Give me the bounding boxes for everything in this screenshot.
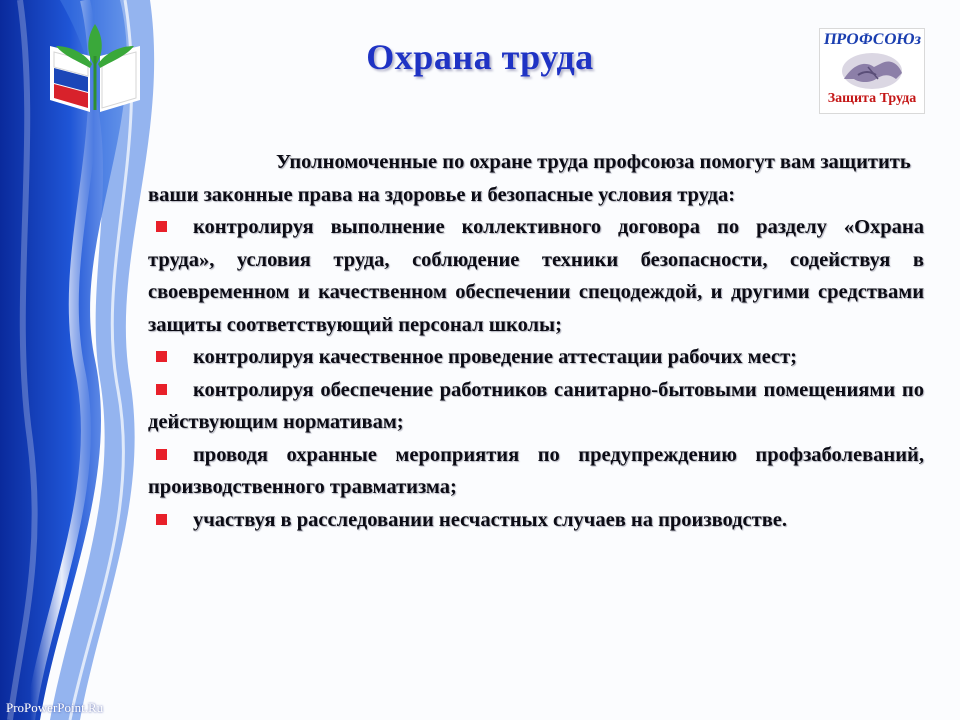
union-book-leaf-logo xyxy=(40,16,150,116)
list-item-text: контролируя выполнение коллективного договора по разделу «Охрана труда», условия труда, соблюдение техники безопасности, содействуя в своевременном и качественном обеспечении спецодеждой, и другими средствами защиты соответствующий персонал школы; xyxy=(148,216,924,336)
list-item xyxy=(148,341,924,374)
trade-union-badge xyxy=(819,28,925,114)
slide-body xyxy=(148,146,924,536)
square-bullet-icon xyxy=(156,449,167,460)
square-bullet-icon xyxy=(156,384,167,395)
list-item-text: проводя охранные мероприятия по предупреждению профзаболеваний, производственного травматизма; xyxy=(148,443,924,498)
list-item xyxy=(148,374,924,439)
slide-title: Охрана труда xyxy=(366,37,594,77)
list-item xyxy=(148,211,924,341)
badge-top-text: ПРОФСОЮз xyxy=(822,31,923,48)
list-item-text: контролируя обеспечение работников санитарно-бытовыми помещениями по действующим нормативам; xyxy=(148,378,924,433)
list-item xyxy=(148,504,924,537)
intro-paragraph xyxy=(148,146,924,211)
intro-text: Уполномоченные по охране труда профсоюза помогут вам защитить ваши законные права на здоровье и безопасные условия труда: xyxy=(148,151,911,206)
list-item-text: контролируя качественное проведение аттестации рабочих мест; xyxy=(193,346,797,368)
badge-bottom-text: Защита Труда xyxy=(827,91,917,106)
handshake-icon xyxy=(838,49,906,93)
list-item-text: участвуя в расследовании несчастных случаев на производстве. xyxy=(193,508,788,531)
square-bullet-icon xyxy=(156,221,167,232)
square-bullet-icon xyxy=(156,351,167,362)
watermark: ProPowerPoint.Ru xyxy=(6,700,104,715)
list-item xyxy=(148,439,924,504)
square-bullet-icon xyxy=(156,514,167,525)
